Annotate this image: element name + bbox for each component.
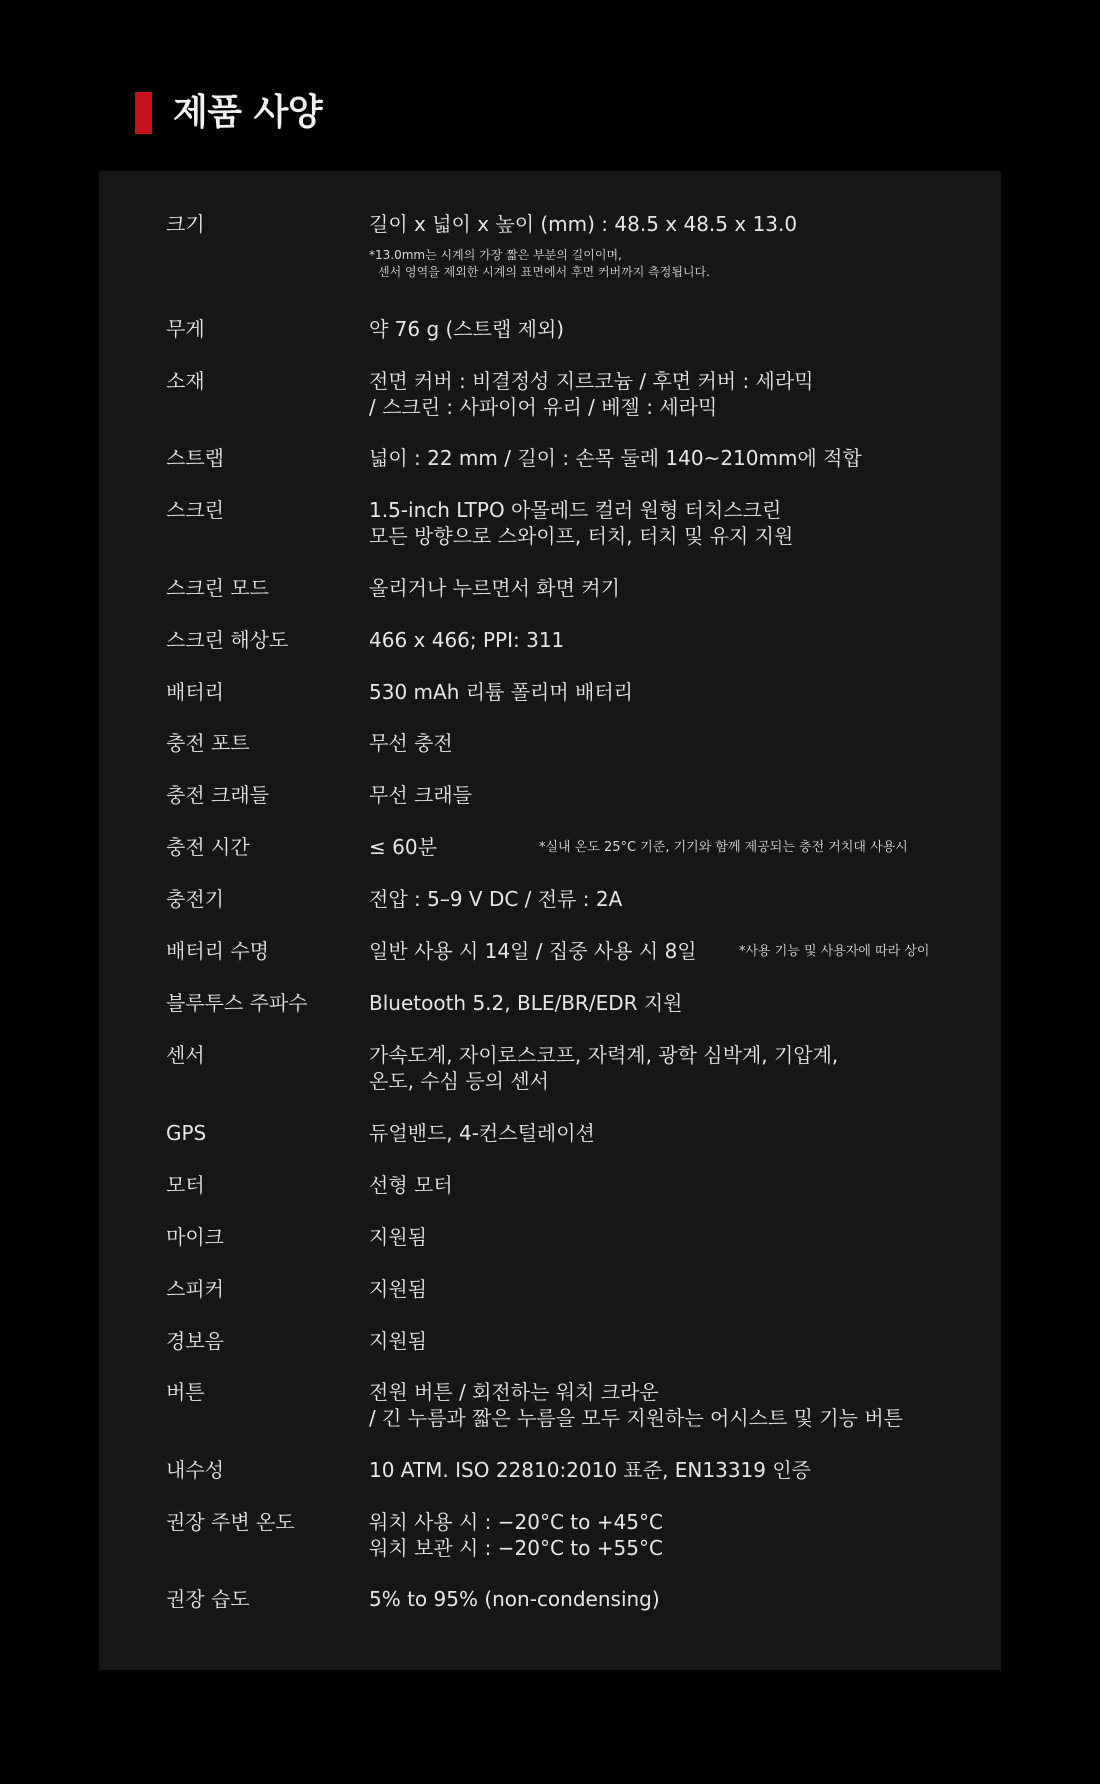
spec-inline-note: *실내 온도 25°C 기준, 기기와 함께 제공되는 충전 거치대 사용시 xyxy=(539,840,908,855)
spec-value-line: 가속도계, 자이로스코프, 자력계, 광학 심박계, 기압계, xyxy=(369,1043,839,1067)
spec-label: 충전 크래들 xyxy=(166,783,269,807)
spec-value xyxy=(369,497,793,549)
spec-value-line: 지원됨 xyxy=(369,1225,427,1249)
title-accent-bar xyxy=(135,92,152,134)
spec-label: 센서 xyxy=(166,1043,205,1067)
spec-value-line: 무선 크래들 xyxy=(369,783,472,807)
spec-value-line: 워치 사용 시 : −20°C to +45°C xyxy=(369,1510,663,1534)
spec-label: 크기 xyxy=(166,212,205,236)
spec-table xyxy=(99,171,1001,1670)
spec-label: 스피커 xyxy=(166,1277,224,1301)
spec-value xyxy=(369,1042,838,1094)
spec-value xyxy=(369,679,633,705)
spec-value xyxy=(369,938,697,964)
spec-label: 충전 포트 xyxy=(166,731,250,755)
spec-value xyxy=(369,886,622,912)
spec-label: 버튼 xyxy=(166,1380,205,1404)
spec-value-line: 올리거나 누르면서 화면 켜기 xyxy=(369,576,620,600)
spec-value-line: 전압 : 5–9 V DC / 전류 : 2A xyxy=(369,887,623,911)
spec-value xyxy=(369,1120,595,1146)
spec-value xyxy=(369,834,437,860)
spec-value xyxy=(369,368,814,420)
spec-value xyxy=(369,1586,660,1612)
spec-value-line: 무선 충전 xyxy=(369,731,453,755)
spec-footnote-line: *13.0mm는 시계의 가장 짧은 부분의 길이이며, xyxy=(369,248,622,262)
spec-value-line: 10 ATM. ISO 22810:2010 표준, EN13319 인증 xyxy=(369,1458,812,1482)
spec-value xyxy=(369,782,472,808)
spec-value xyxy=(369,627,564,653)
spec-value-line: 지원됨 xyxy=(369,1277,427,1301)
spec-label: 블루투스 주파수 xyxy=(166,991,308,1015)
spec-label: 무게 xyxy=(166,317,205,341)
spec-value-line: 전면 커버 : 비결정성 지르코늄 / 후면 커버 : 세라믹 xyxy=(369,369,814,393)
spec-value xyxy=(369,1457,811,1483)
spec-value-line: 길이 x 넓이 x 높이 (mm) : 48.5 x 48.5 x 13.0 xyxy=(369,212,798,236)
spec-value xyxy=(369,445,862,471)
spec-value-line: 듀얼밴드, 4-컨스털레이션 xyxy=(369,1121,595,1145)
spec-value xyxy=(369,211,797,237)
spec-value xyxy=(369,1328,427,1354)
spec-label: 마이크 xyxy=(166,1225,224,1249)
spec-value xyxy=(369,1224,427,1250)
spec-label: 충전 시간 xyxy=(166,835,250,859)
spec-inline-note: *사용 기능 및 사용자에 따라 상이 xyxy=(739,944,930,959)
spec-label: 권장 주변 온도 xyxy=(166,1510,295,1534)
spec-value-line: 모든 방향으로 스와이프, 터치, 터치 및 유지 지원 xyxy=(369,524,794,548)
spec-footnote-line: 센서 영역을 제외한 시계의 표면에서 후면 커버까지 측정됩니다. xyxy=(378,265,710,279)
spec-value-line: 약 76 g (스트랩 제외) xyxy=(369,317,565,341)
spec-value-line: 선형 모터 xyxy=(369,1173,453,1197)
spec-value-line: 지원됨 xyxy=(369,1329,427,1353)
spec-value-line: 넓이 : 22 mm / 길이 : 손목 둘레 140~210mm에 적합 xyxy=(369,446,862,470)
spec-value xyxy=(369,990,683,1016)
page-title: 제품 사양 xyxy=(173,92,323,133)
spec-label: 내수성 xyxy=(166,1458,224,1482)
spec-value-line: 워치 보관 시 : −20°C to +55°C xyxy=(369,1536,663,1560)
spec-label: 배터리 수명 xyxy=(166,939,269,963)
spec-value-line: Bluetooth 5.2, BLE/BR/EDR 지원 xyxy=(369,991,683,1015)
spec-value xyxy=(369,1172,453,1198)
spec-value-line: 530 mAh 리튬 폴리머 배터리 xyxy=(369,680,634,704)
spec-value xyxy=(369,1509,663,1561)
spec-label: 배터리 xyxy=(166,680,224,704)
spec-label: 스크린 모드 xyxy=(166,576,269,600)
spec-value-line: 전원 버튼 / 회전하는 워치 크라운 xyxy=(369,1380,659,1404)
spec-label: 스트랩 xyxy=(166,446,224,470)
spec-label: 충전기 xyxy=(166,887,224,911)
spec-value-line: / 스크린 : 사파이어 유리 / 베젤 : 세라믹 xyxy=(369,395,718,419)
spec-value-line: ≤ 60분 xyxy=(369,835,437,859)
spec-value-line: 1.5-inch LTPO 아몰레드 컬러 원형 터치스크린 xyxy=(369,498,782,522)
spec-label: 모터 xyxy=(166,1173,205,1197)
spec-value-line: 온도, 수심 등의 센서 xyxy=(369,1069,549,1093)
spec-value xyxy=(369,1276,427,1302)
spec-value-line: 466 x 466; PPI: 311 xyxy=(369,628,565,652)
spec-label: 스크린 해상도 xyxy=(166,628,289,652)
spec-label: 소재 xyxy=(166,369,205,393)
spec-value-line: / 긴 누름과 짧은 누름을 모두 지원하는 어시스트 및 기능 버튼 xyxy=(369,1406,903,1430)
spec-label: 권장 습도 xyxy=(166,1587,250,1611)
spec-label: GPS xyxy=(166,1121,207,1145)
spec-footnote xyxy=(369,247,710,281)
spec-value xyxy=(369,575,620,601)
spec-value xyxy=(369,1379,903,1431)
spec-label: 스크린 xyxy=(166,498,224,522)
spec-value xyxy=(369,316,564,342)
spec-value-line: 일반 사용 시 14일 / 집중 사용 시 8일 xyxy=(369,939,697,963)
spec-value-line: 5% to 95% (non-condensing) xyxy=(369,1587,660,1611)
spec-label: 경보음 xyxy=(166,1329,224,1353)
spec-value xyxy=(369,730,453,756)
